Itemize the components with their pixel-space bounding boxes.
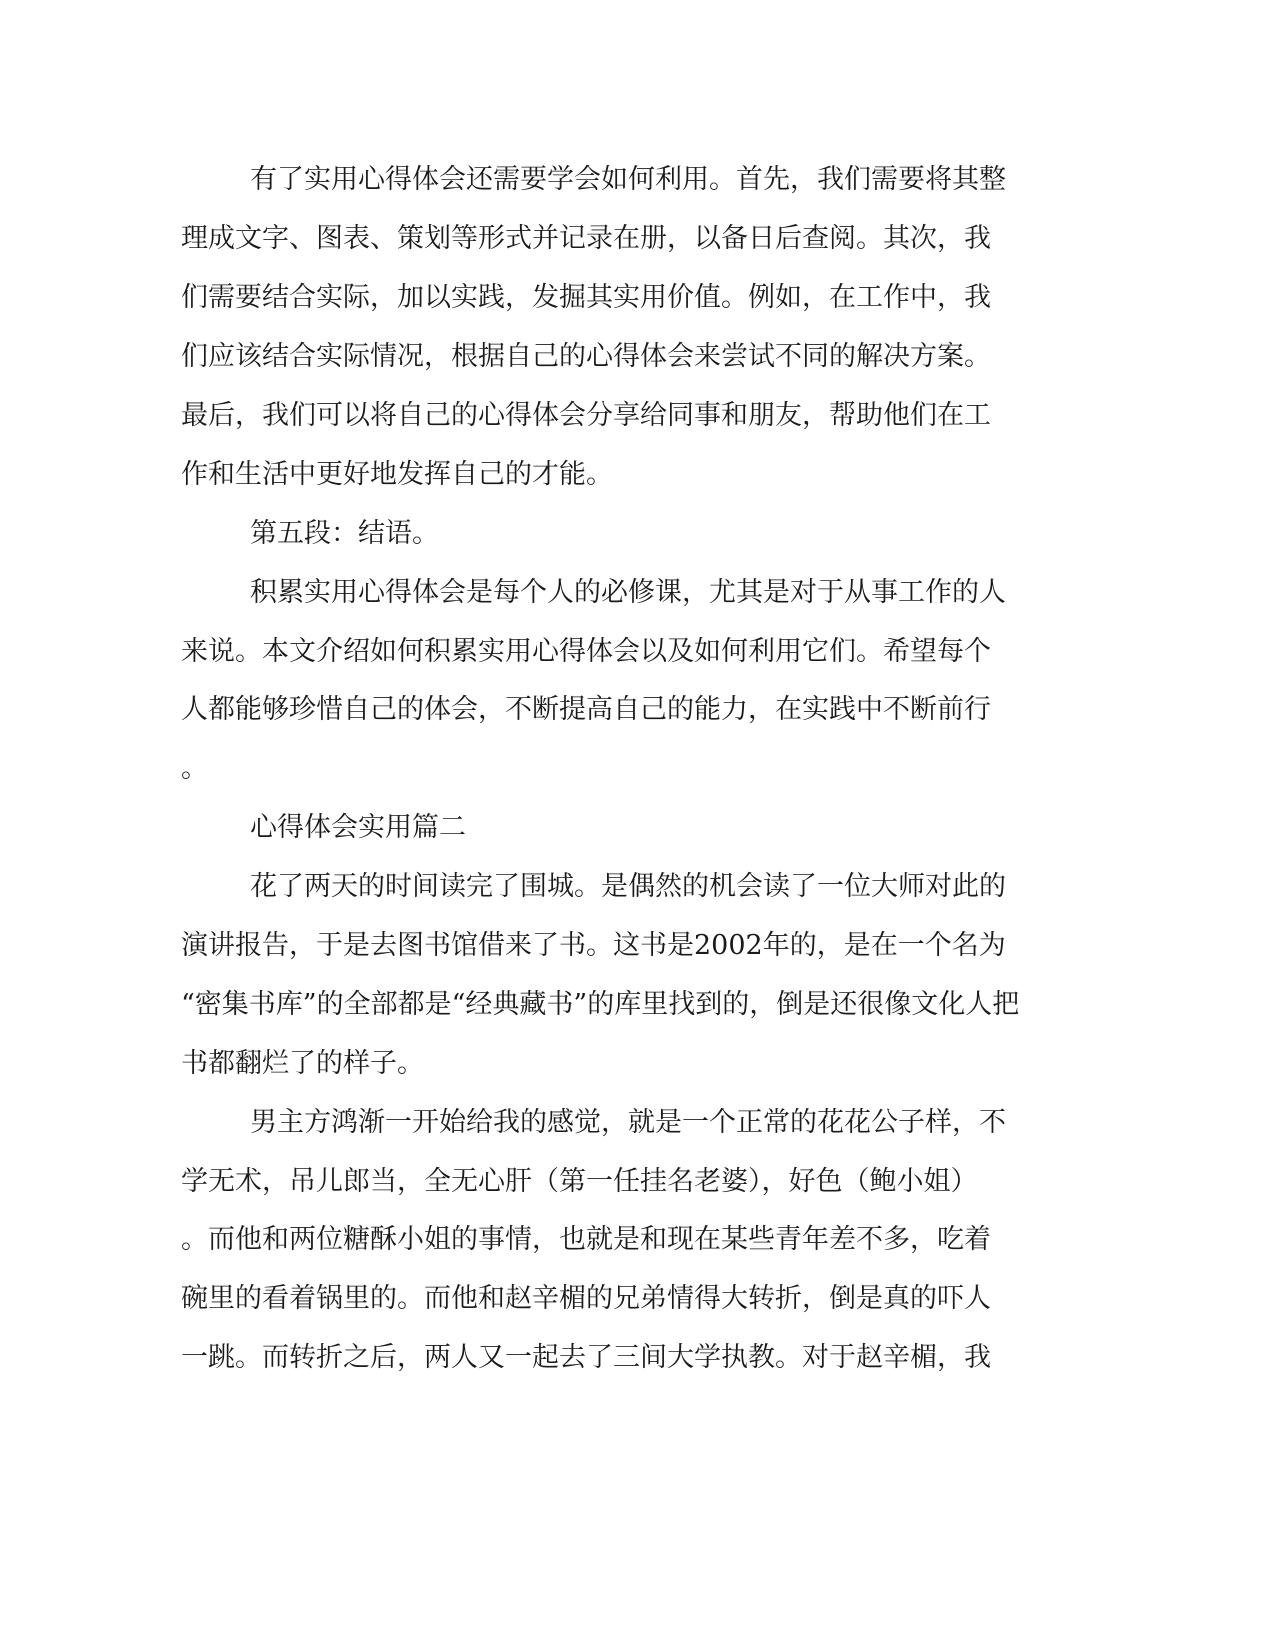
text-line: 有了实用心得体会还需要学会如何利用。首先，我们需要将其整	[250, 164, 1006, 195]
text-line: “密集书库”的全部都是“经典藏书”的库里找到的，倒是还很像文化人把	[181, 989, 1020, 1020]
text-line: 书都翻烂了的样子。	[181, 1048, 424, 1079]
text-line: 人都能够珍惜自己的体会，不断提高自己的能力，在实践中不断前行	[181, 694, 991, 725]
text-line: 们应该结合实际情况，根据自己的心得体会来尝试不同的解决方案。	[181, 341, 991, 372]
text-line: 们需要结合实际，加以实践，发掘其实用价值。例如，在工作中，我	[181, 282, 991, 313]
text-line: 。而他和两位糖酥小姐的事情，也就是和现在某些青年差不多，吃着	[181, 1224, 991, 1255]
text-line: 最后，我们可以将自己的心得体会分享给同事和朋友，帮助他们在工	[181, 400, 991, 431]
text-line: 。	[181, 753, 208, 784]
text-line: 作和生活中更好地发挥自己的才能。	[181, 459, 613, 490]
text-line: 来说。本文介绍如何积累实用心得体会以及如何利用它们。希望每个	[181, 636, 991, 667]
text-line: 演讲报告，于是去图书馆借来了书。这书是2002年的，是在一个名为	[181, 930, 1006, 961]
text-line: 理成文字、图表、策划等形式并记录在册，以备日后查阅。其次，我	[181, 223, 991, 254]
section-heading: 第五段：结语。	[250, 518, 439, 549]
text-line: 男主方鸿渐一开始给我的感觉，就是一个正常的花花公子样，不	[250, 1107, 1006, 1138]
text-line: 花了两天的时间读完了围城。是偶然的机会读了一位大师对此的	[250, 871, 1006, 902]
text-line: 碗里的看着锅里的。而他和赵辛楣的兄弟情得大转折，倒是真的吓人	[181, 1283, 991, 1314]
text-line: 学无术，吊儿郎当，全无心肝（第一任挂名老婆），好色（鲍小姐）	[181, 1166, 978, 1197]
section-heading: 心得体会实用篇二	[250, 812, 466, 843]
text-line: 一跳。而转折之后，两人又一起去了三间大学执教。对于赵辛楣，我	[181, 1342, 991, 1373]
text-line: 积累实用心得体会是每个人的必修课，尤其是对于从事工作的人	[250, 577, 1006, 608]
